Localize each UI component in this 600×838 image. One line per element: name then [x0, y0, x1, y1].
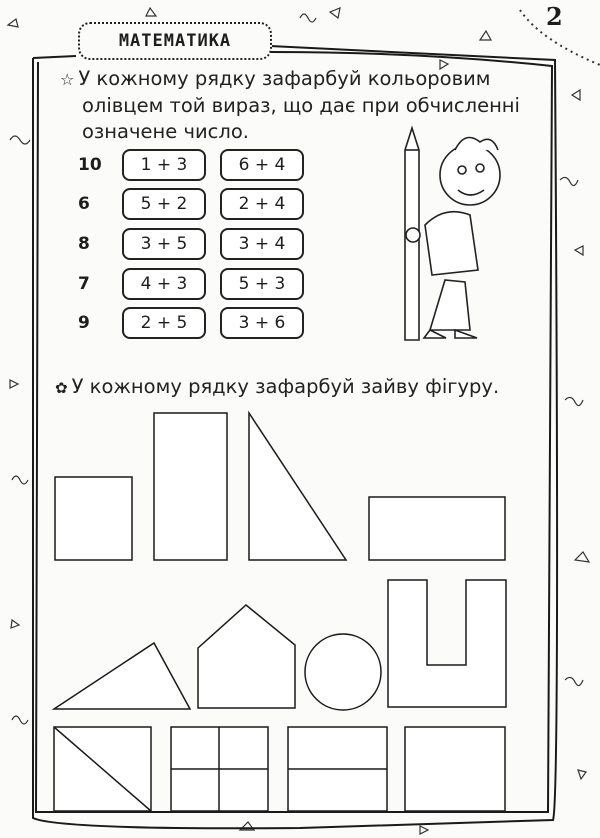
- subject-title: МАТЕМАТИКА: [78, 22, 272, 60]
- task1-line: олівцем той вираз, що дає при обчисленні: [82, 94, 520, 117]
- expression-option[interactable]: 1 + 3: [122, 149, 206, 181]
- expression-option[interactable]: 5 + 3: [220, 268, 304, 300]
- task1-line: означене число.: [82, 120, 249, 143]
- target-number: 9: [78, 313, 90, 333]
- expression-row: [78, 188, 318, 220]
- shape-square-halves[interactable]: [288, 727, 387, 811]
- expression-row: [78, 149, 318, 181]
- expression-option[interactable]: 2 + 4: [220, 188, 304, 220]
- expression-option[interactable]: 3 + 5: [122, 228, 206, 260]
- shape-triangle[interactable]: [54, 643, 190, 709]
- expression-option[interactable]: 3 + 6: [220, 307, 304, 339]
- expression-row: [78, 307, 318, 339]
- expression-option[interactable]: 2 + 5: [122, 307, 206, 339]
- flower-icon: ✿: [55, 379, 68, 397]
- task1-instruction: [60, 66, 538, 145]
- task2-instruction: [55, 374, 499, 401]
- target-number: 6: [78, 194, 90, 214]
- target-number: 7: [78, 274, 90, 294]
- shape-square-plain[interactable]: [405, 727, 505, 811]
- expression-option[interactable]: 6 + 4: [220, 149, 304, 181]
- shape-circle[interactable]: [305, 634, 381, 710]
- shape-square[interactable]: [55, 477, 132, 560]
- expression-row: [78, 268, 318, 300]
- shape-wide-rectangle[interactable]: [369, 497, 505, 560]
- task2-text: У кожному рядку зафарбуй зайву фігуру.: [71, 375, 500, 398]
- expression-option[interactable]: 4 + 3: [122, 268, 206, 300]
- shape-square-diagonal[interactable]: [54, 727, 151, 811]
- shape-right-triangle[interactable]: [249, 413, 346, 560]
- shape-u-polygon[interactable]: [388, 580, 506, 707]
- task1-line: У кожному рядку зафарбуй кольоровим: [78, 67, 491, 90]
- expression-option[interactable]: 5 + 2: [122, 188, 206, 220]
- shape-square-quarters[interactable]: [171, 727, 268, 811]
- boy-with-pencil-illustration: [405, 128, 500, 340]
- target-number: 8: [78, 234, 90, 254]
- target-number: 10: [78, 155, 102, 175]
- expression-option[interactable]: 3 + 4: [220, 228, 304, 260]
- page-number: 2: [546, 2, 563, 31]
- shape-tall-rectangle[interactable]: [154, 413, 227, 560]
- shape-pentagon[interactable]: [198, 605, 295, 708]
- expression-row: [78, 228, 318, 260]
- star-icon: ☆: [60, 70, 75, 89]
